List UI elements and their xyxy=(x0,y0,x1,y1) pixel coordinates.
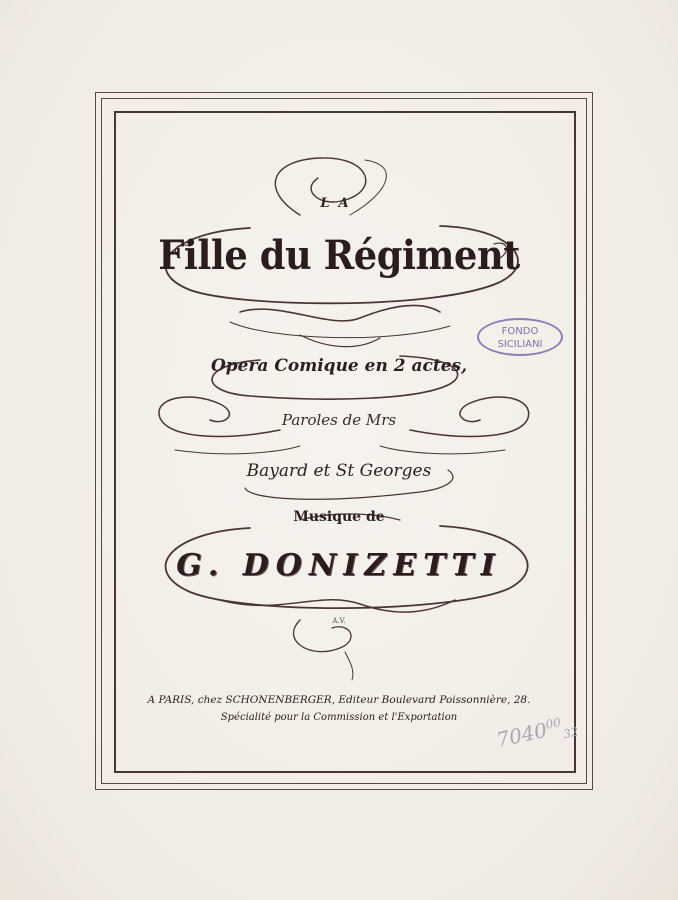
opera-title: Fille du Régiment xyxy=(158,232,520,279)
publisher-line: A PARIS, chez SCHONENBERGER, Editeur Boulevard Poissonnière, 28. xyxy=(147,694,531,706)
shelfmark-superscript: 00 xyxy=(544,714,563,732)
title-article: LA xyxy=(320,196,358,211)
specialty-line: Spécialité pour la Commission et l'Exportation xyxy=(220,712,458,723)
stamp-line-1: FONDO xyxy=(501,326,539,337)
musique-de-label: Musique de xyxy=(293,509,385,525)
engraver-mark: A.V. xyxy=(332,617,346,625)
stamp-line-2: SICILIANI xyxy=(497,339,543,350)
librettists: Bayard et St Georges xyxy=(246,461,432,481)
library-stamp xyxy=(477,318,563,356)
opera-subtitle: Opera Comique en 2 actes, xyxy=(210,356,468,376)
paroles-de-label: Paroles de Mrs xyxy=(281,411,397,429)
shelfmark-sub: 32 xyxy=(561,724,580,742)
composer-name: G. DONIZETTI xyxy=(176,548,502,583)
shelfmark-number: 7040 xyxy=(494,717,550,752)
